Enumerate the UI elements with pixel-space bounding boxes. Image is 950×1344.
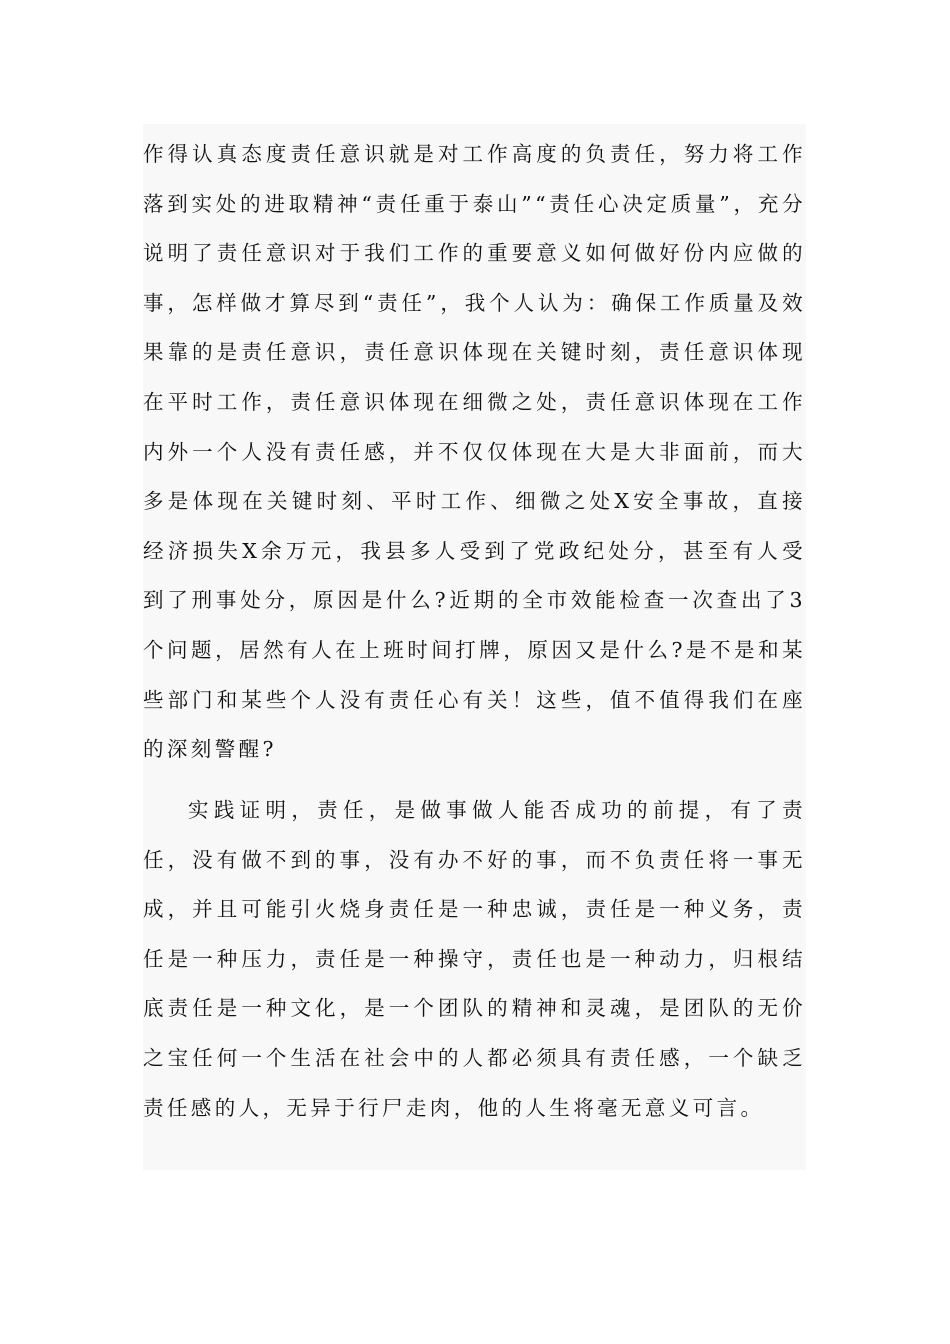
- paragraph-responsibility-value: 实践证明，责任，是做事做人能否成功的前提，有了责任，没有做不到的事，没有办不好的事，而不负责任将一事无成，并且可能引火烧身责任是一种忠诚，责任是一种义务，责任是一种压力，责任是一种操守，责任也是一种动力，归根结底责任是一种文化，是一个团队的精神和灵魂，是团队的无价之宝任何一个生活在社会中的人都必须具有责任感，一个缺乏责任感的人，无异于行尸走肉，他的人生将毫无意义可言。: [143, 798, 806, 1120]
- document-page: [143, 124, 806, 1170]
- paragraph-responsibility-awareness: 作得认真态度责任意识就是对工作高度的负责任，努力将工作落到实处的进取精神“责任重于泰山”“责任心决定质量”，充分说明了责任意识对于我们工作的重要意义如何做好份内应做的事，怎样做才算尽到“责任”，我个人认为：确保工作质量及效果靠的是责任意识，责任意识体现在关键时刻，责任意识体现在平时工作，责任意识体现在细微之处，责任意识体现在工作内外一个人没有责任感，并不仅仅体现在大是大非面前，而大多是体现在关键时刻、平时工作、细微之处X安全事故，直接经济损失X余万元，我县多人受到了党政纪处分，甚至有人受到了刑事处分，原因是什么?近期的全市效能检查一次查出了3个问题，居然有人在上班时间打牌，原因又是什么?是不是和某些部门和某些个人没有责任心有关！这些，值不值得我们在座的深刻警醒?: [143, 142, 806, 762]
